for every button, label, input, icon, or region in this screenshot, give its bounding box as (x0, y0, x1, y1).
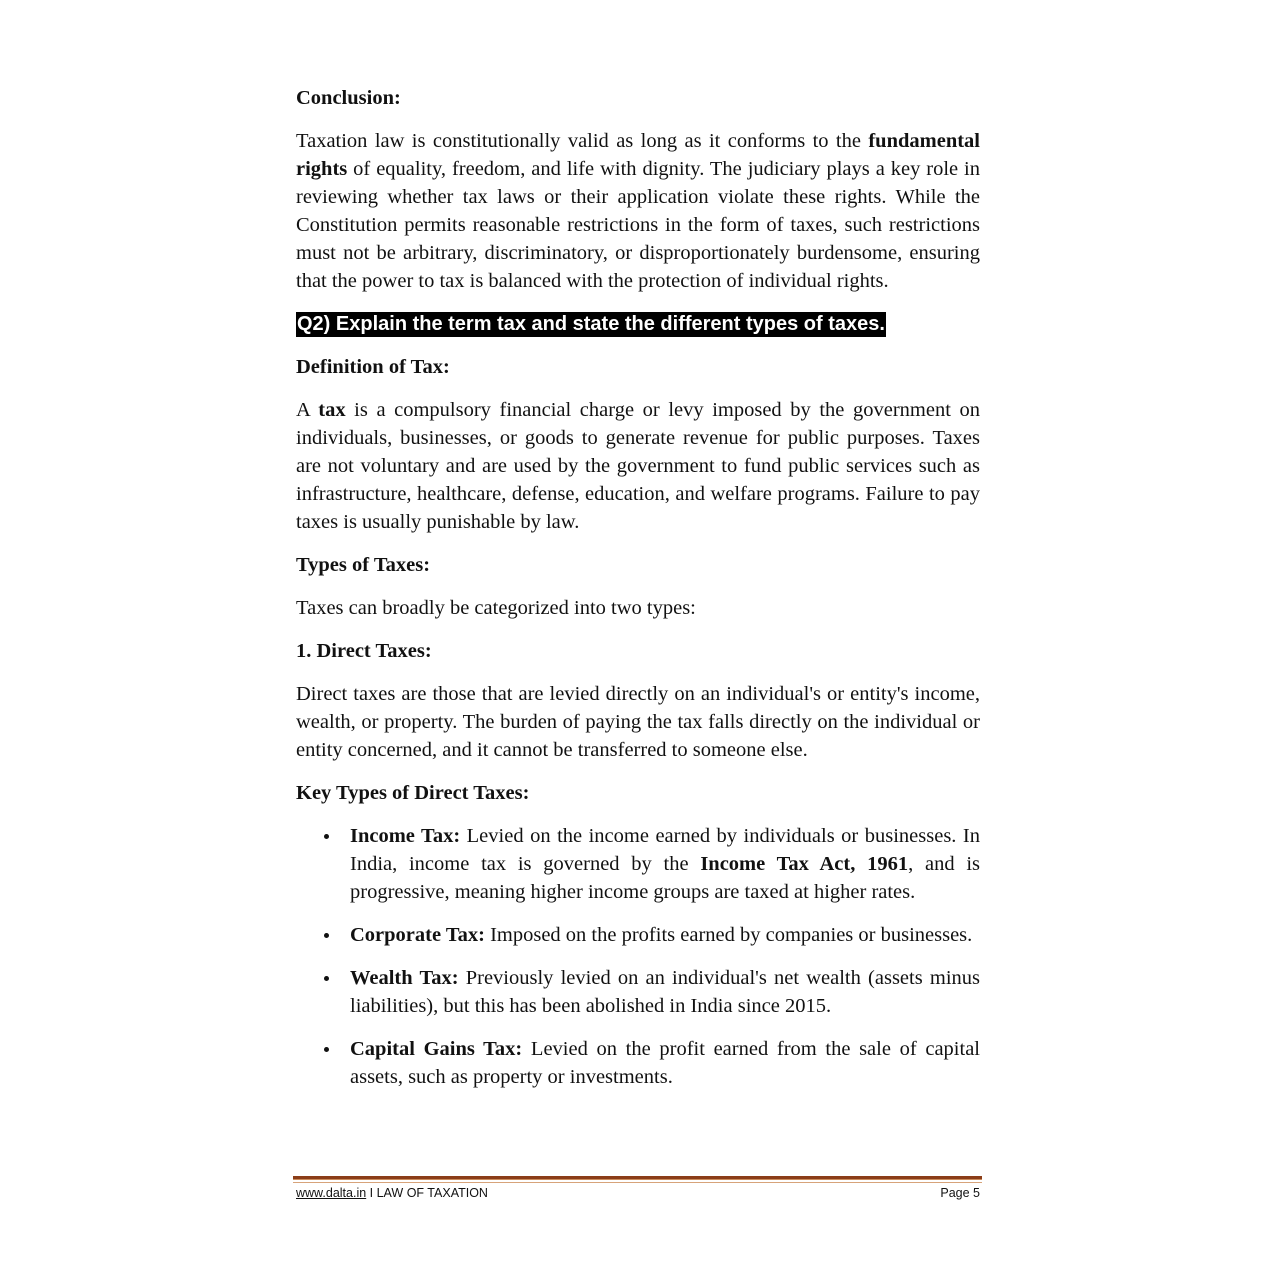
bullet-icon (324, 933, 329, 938)
list-item (296, 964, 980, 1020)
conclusion-bold: fundamental rights (296, 130, 980, 180)
question-heading: Q2) Explain the term tax and state the different types of taxes. (297, 313, 885, 335)
list-item-text: Levied on the profit earned from the sale of capital assets, such as property or investments. (350, 1038, 980, 1088)
list-item-term: Corporate Tax: (350, 924, 485, 946)
list-item (296, 1035, 980, 1091)
footer-left (296, 1186, 488, 1200)
definition-text-1: A (296, 399, 319, 421)
conclusion-text-2: of equality, freedom, and life with dignity. The judiciary plays a key role in reviewing whether tax laws or their application violate these rights. While the Constitution permits reasonable restrictions in the form of taxes, such restrictions must not be arbitrary, discriminatory, or disproportionately burdensome, ensuring that the power to tax is balanced with the protection of individual rights. (296, 158, 980, 292)
list-item (296, 921, 980, 949)
key-types-list (296, 822, 980, 1091)
conclusion-heading: Conclusion: (296, 87, 401, 109)
footer-doc-title: I LAW OF TAXATION (366, 1186, 488, 1200)
list-item-text: Previously levied on an individual's net wealth (assets minus liabilities), but this has been abolished in India since 2015. (350, 967, 980, 1017)
footer-page-number: Page 5 (940, 1186, 980, 1200)
conclusion-paragraph (296, 127, 980, 295)
direct-taxes-heading: 1. Direct Taxes: (296, 640, 432, 662)
list-item (296, 822, 980, 906)
document-body (296, 84, 980, 1106)
definition-paragraph (296, 396, 980, 536)
types-heading: Types of Taxes: (296, 554, 431, 576)
definition-bold: tax (318, 399, 346, 421)
list-item-text: Imposed on the profits earned by companies or businesses. (484, 924, 973, 946)
definition-heading: Definition of Tax: (296, 356, 450, 378)
direct-taxes-paragraph: Direct taxes are those that are levied directly on an individual's or entity's income, wealth, or property. The burden of paying the tax falls directly on the individual or entity concerned, and it cannot be transferred to someone else. (296, 683, 980, 761)
key-types-heading: Key Types of Direct Taxes: (296, 782, 530, 804)
page-footer (296, 1186, 980, 1200)
question-heading-wrap (296, 310, 980, 353)
bullet-icon (324, 1047, 329, 1052)
footer-divider (293, 1176, 982, 1180)
footer-divider-thin (293, 1182, 982, 1183)
bullet-icon (324, 976, 329, 981)
list-item-term: Capital Gains Tax: (350, 1038, 523, 1060)
list-item-text-after: , and is progressive, meaning higher income groups are taxed at higher rates. (350, 853, 980, 903)
list-item-text: Levied on the income earned by individuals or businesses. In India, income tax is governed by the (350, 825, 980, 875)
list-item-term: Wealth Tax: (350, 967, 459, 989)
conclusion-text-1: Taxation law is constitutionally valid as long as it conforms to the (296, 130, 869, 152)
definition-text-2: is a compulsory financial charge or levy imposed by the government on individuals, businesses, or goods to generate revenue for public purposes. Taxes are not voluntary and are used by the government to fund public services such as infrastructure, healthcare, defense, education, and welfare programs. Failure to pay taxes is usually punishable by law. (296, 399, 980, 533)
bullet-icon (324, 834, 329, 839)
footer-site-link[interactable]: www.dalta.in (296, 1186, 367, 1200)
types-paragraph: Taxes can broadly be categorized into two types: (296, 597, 696, 619)
list-item-term: Income Tax: (350, 825, 461, 847)
list-item-bold: Income Tax Act, 1961 (700, 853, 909, 875)
